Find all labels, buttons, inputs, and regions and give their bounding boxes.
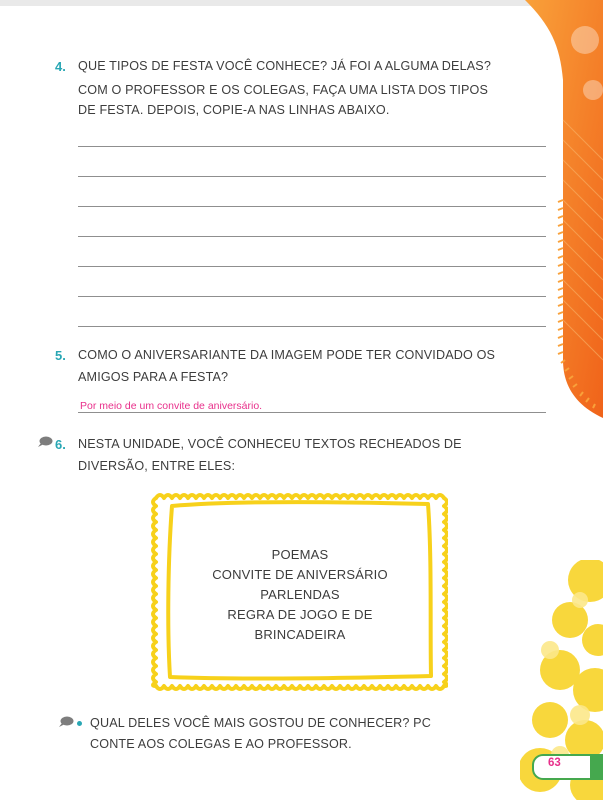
question-6-number: 6. — [55, 437, 66, 452]
writing-line-1[interactable] — [78, 146, 546, 147]
question-5-number: 5. — [55, 348, 66, 363]
text-type-item: PARLENDAS — [260, 587, 340, 602]
text-type-item: REGRA DE JOGO E DE — [227, 607, 373, 622]
writing-line-3[interactable] — [78, 206, 546, 207]
question-5-line-2: AMIGOS PARA A FESTA? — [78, 370, 229, 384]
speech-bubble-icon — [58, 716, 74, 728]
orange-decoration — [505, 0, 603, 420]
followup-line-2: CONTE AOS COLEGAS E AO PROFESSOR. — [90, 737, 352, 751]
question-5-answer: Por meio de um convite de aniversário. — [80, 400, 263, 412]
speech-bubble-icon — [37, 436, 53, 448]
question-6-line-1: NESTA UNIDADE, VOCÊ CONHECEU TEXTOS RECHEADOS DE — [78, 437, 462, 451]
text-types-list — [180, 545, 420, 645]
text-type-item: BRINCADEIRA — [254, 627, 346, 642]
writing-line-5[interactable] — [78, 266, 546, 267]
question-5-line-1: COMO O ANIVERSARIANTE DA IMAGEM PODE TER CONVIDADO OS — [78, 348, 496, 362]
page-number: 63 — [548, 757, 561, 769]
page-badge-accent — [590, 754, 603, 780]
answer-line[interactable] — [78, 412, 546, 413]
bullet-dot — [77, 721, 82, 726]
followup-line-1: QUAL DELES VOCÊ MAIS GOSTOU DE CONHECER? PC — [90, 716, 431, 730]
writing-line-2[interactable] — [78, 176, 546, 177]
writing-line-4[interactable] — [78, 236, 546, 237]
question-4-number: 4. — [55, 59, 66, 74]
question-4-line-1: QUE TIPOS DE FESTA VOCÊ CONHECE? JÁ FOI A ALGUMA DELAS? — [78, 59, 491, 73]
question-4-line-2: COM O PROFESSOR E OS COLEGAS, FAÇA UMA LISTA DOS TIPOS — [78, 83, 489, 97]
question-4-line-3: DE FESTA. DEPOIS, COPIE-A NAS LINHAS ABAIXO. — [78, 103, 390, 117]
text-type-item: POEMAS — [271, 547, 329, 562]
question-6-line-2: DIVERSÃO, ENTRE ELES: — [78, 459, 236, 473]
text-type-item: CONVITE DE ANIVERSÁRIO — [212, 567, 388, 582]
writing-line-7[interactable] — [78, 326, 546, 327]
writing-line-6[interactable] — [78, 296, 546, 297]
